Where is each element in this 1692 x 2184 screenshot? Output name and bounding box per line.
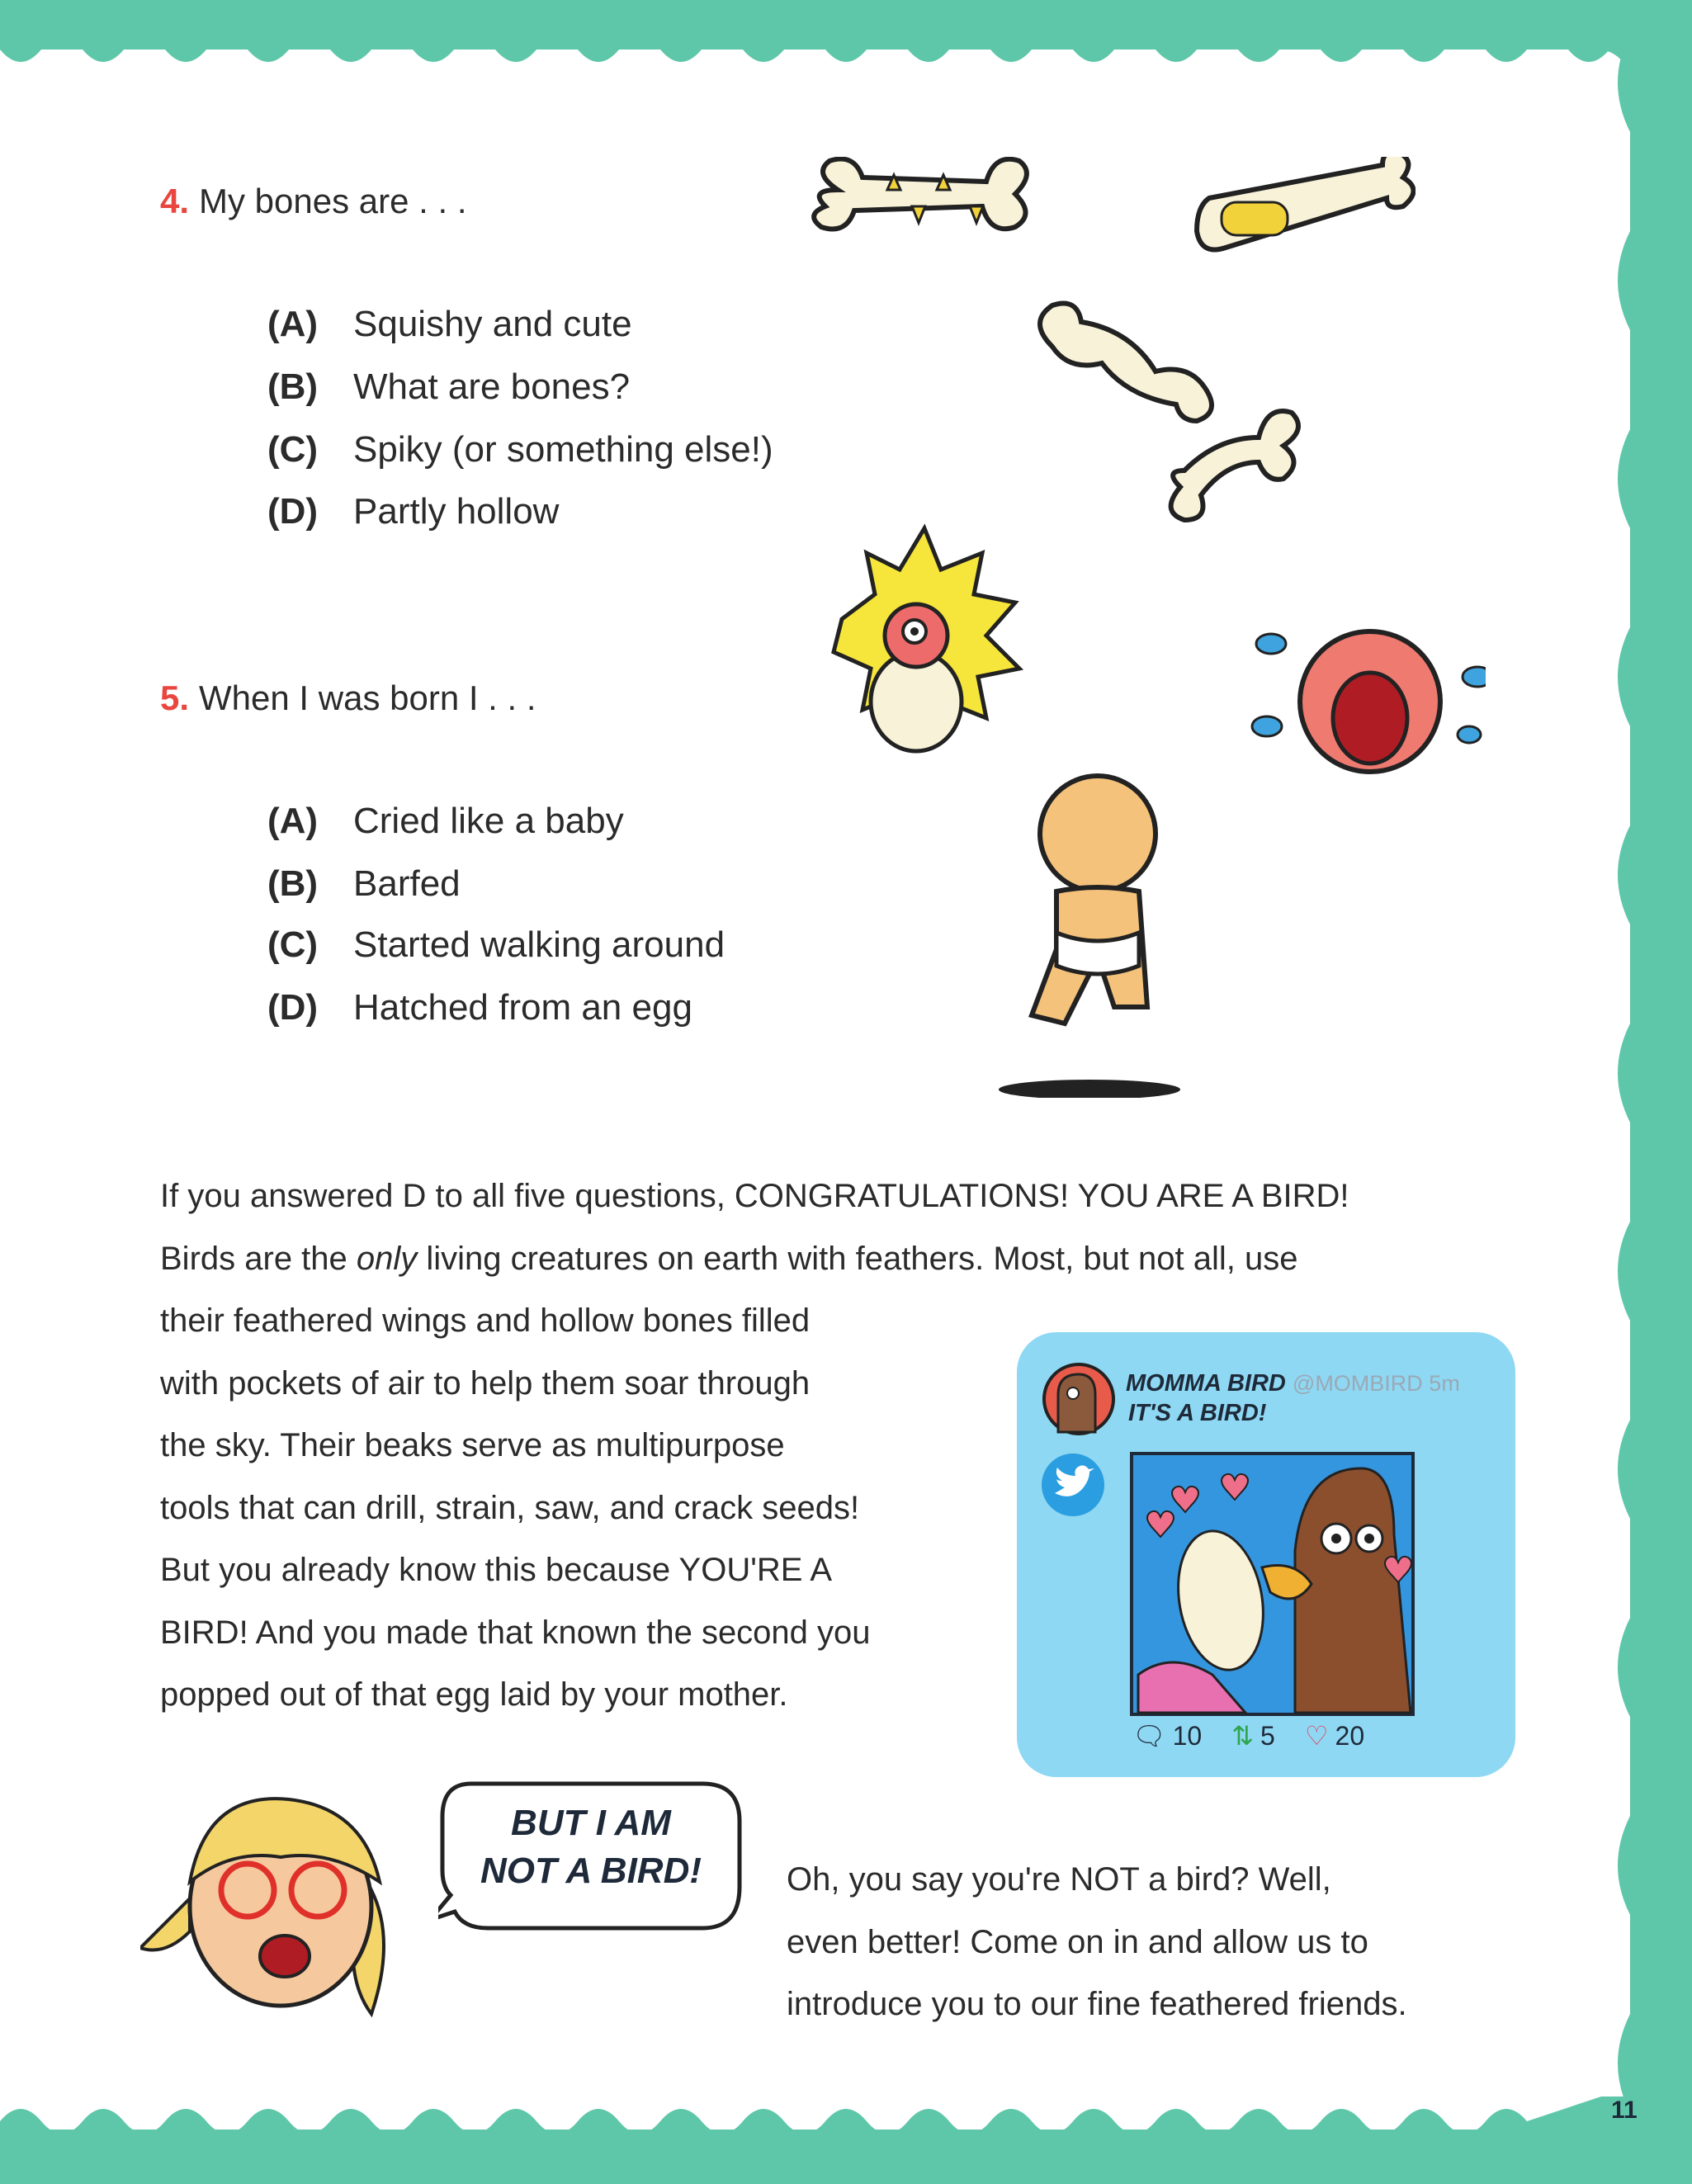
option-text: Partly hollow (353, 491, 560, 532)
closing-paragraph (787, 1849, 1571, 2036)
question-number: 4. (160, 182, 190, 220)
wavy-border-right (1601, 33, 1659, 2146)
question-number: 5. (160, 678, 190, 717)
tweet-text: IT'S A BIRD! (1128, 1400, 1267, 1426)
q5-option-c (267, 924, 725, 966)
girl-illustration (140, 1783, 454, 2030)
q5-option-d (267, 987, 692, 1028)
paragraph-line: If you answered D to all five questions, CONGRATULATIONS! YOU ARE A BIRD! (160, 1178, 1349, 1214)
q5-option-b (267, 863, 461, 905)
birth-illustrations (825, 520, 1486, 1098)
tweet-stats (1132, 1720, 1364, 1751)
option-label: (C) (267, 429, 319, 470)
option-text: Spiky (or something else!) (353, 429, 773, 470)
option-label: (D) (267, 491, 319, 532)
option-label: (B) (267, 366, 319, 407)
reply-button[interactable] (1132, 1720, 1202, 1751)
option-text: Hatched from an egg (353, 987, 692, 1028)
twitter-bird-icon (1040, 1452, 1106, 1518)
paragraph-line (160, 1228, 1481, 1291)
option-text: Barfed (353, 863, 461, 904)
q4-option-c (267, 429, 773, 470)
walking-baby (1040, 776, 1156, 891)
bones-illustration (805, 157, 1416, 570)
tweet-image[interactable] (1130, 1452, 1415, 1716)
like-count: 20 (1335, 1720, 1365, 1751)
speech-bubble-icon: 🗨 (1132, 1721, 1166, 1751)
option-label: (A) (267, 801, 319, 841)
paragraph-line: even better! Come on in and allow us to (787, 1923, 1368, 1960)
paragraph-line: the sky. Their beaks serve as multipurpose (160, 1427, 785, 1463)
option-text: Cried like a baby (353, 801, 624, 841)
option-text: Squishy and cute (353, 304, 632, 344)
option-label: (D) (267, 987, 319, 1028)
paragraph-line: popped out of that egg laid by your mother. (160, 1676, 788, 1713)
question-prompt: My bones are . . . (199, 182, 467, 220)
bubble-line: NOT A BIRD! (480, 1851, 702, 1891)
tweet-card (1017, 1332, 1515, 1777)
retweet-icon: ⇅ (1231, 1721, 1255, 1751)
paragraph-line: But you already know this because YOU'RE A (160, 1552, 833, 1588)
paragraph-line: their feathered wings and hollow bones filled (160, 1302, 811, 1339)
paragraph-line: with pockets of air to help them soar through (160, 1364, 811, 1402)
wavy-border-top (0, 25, 1651, 74)
page-number: 11 (1611, 2097, 1638, 2124)
option-text: Started walking around (353, 924, 725, 965)
speech-bubble-text (438, 1799, 744, 1895)
retweet-button[interactable] (1231, 1720, 1275, 1751)
text-span: living creatures on earth with feathers. Most, but not all, use (417, 1240, 1298, 1277)
q5-option-a (267, 801, 624, 842)
avatar (1042, 1362, 1116, 1436)
q4-option-a (267, 304, 632, 345)
retweet-count: 5 (1260, 1720, 1275, 1751)
q4-option-b (267, 366, 630, 408)
paragraph-line: tools that can drill, strain, saw, and crack seeds! (160, 1489, 860, 1526)
emphasis-text: only (356, 1240, 418, 1277)
like-button[interactable] (1305, 1720, 1364, 1751)
author-name: MOMMA BIRD (1126, 1370, 1286, 1397)
option-label: (A) (267, 304, 319, 344)
q4-option-d (267, 491, 559, 532)
reply-count: 10 (1172, 1720, 1203, 1751)
option-text: What are bones? (353, 366, 631, 407)
option-label: (B) (267, 863, 319, 904)
paragraph-line: BIRD! And you made that known the second you (160, 1614, 871, 1651)
question-5 (160, 678, 536, 718)
heart-icon: ♡ (1304, 1721, 1329, 1751)
text-span: Birds are the (160, 1240, 357, 1277)
author-handle: @MOMBIRD 5m (1292, 1371, 1460, 1396)
wavy-border-bottom (0, 2097, 1651, 2154)
bubble-line: BUT I AM (511, 1803, 671, 1843)
question-4 (160, 182, 467, 221)
option-label: (C) (267, 924, 319, 965)
paragraph-line: introduce you to our fine feathered friends. (787, 1986, 1407, 2022)
tweet-author (1126, 1370, 1460, 1397)
paragraph-line: Oh, you say you're NOT a bird? Well, (787, 1861, 1331, 1898)
question-prompt: When I was born I . . . (199, 678, 536, 717)
